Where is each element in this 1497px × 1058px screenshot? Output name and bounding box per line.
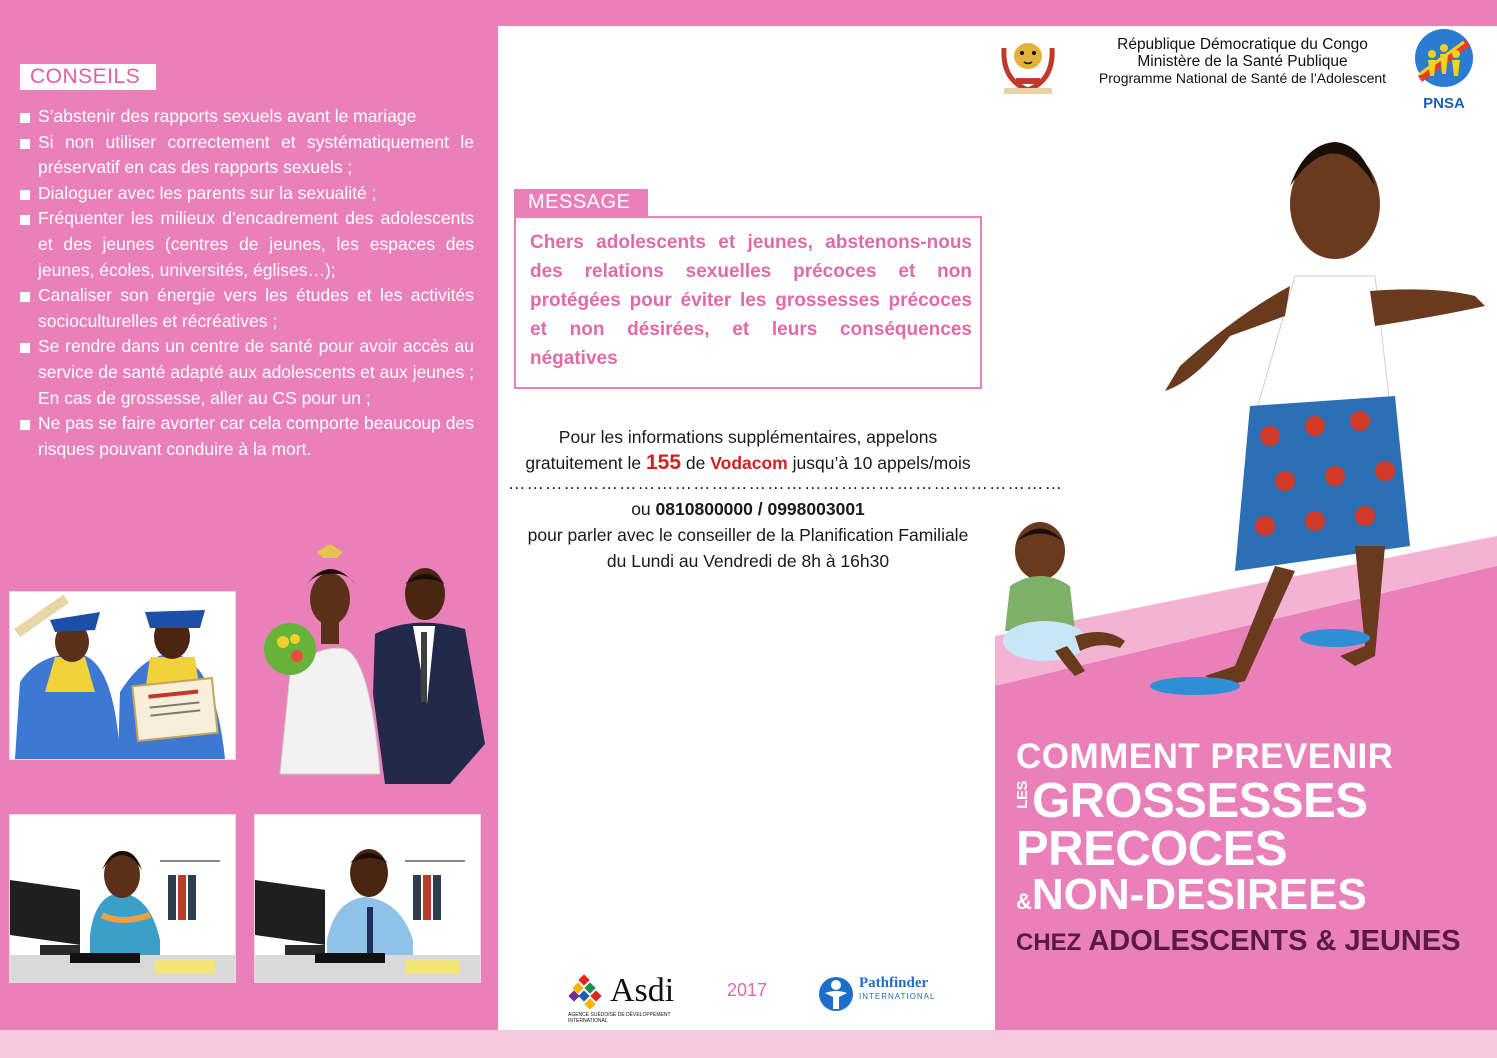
- conseil-item: Se rendre dans un centre de santé pour avoir accès au service de santé adapté aux adolescents et aux jeunes ; En cas de grossesse, aller au CS pour un ;: [18, 334, 474, 411]
- title-line-3: PRECOCES: [1016, 822, 1288, 876]
- message-box: Chers adolescents et jeunes, abstenons-nous des relations sexuelles précoces et non protégées pour éviter les grossesses précoces et non désirées, et leurs conséquences négatives: [514, 216, 982, 389]
- top-band: [0, 0, 1497, 26]
- title-line-1: COMMENT PREVENIR: [1016, 737, 1394, 776]
- year: 2017: [727, 980, 768, 1000]
- operator-name: Vodacom: [710, 453, 788, 473]
- contact-text: jusqu’à 10 appels/mois: [792, 453, 971, 473]
- title-grossesses: GROSSESSES: [1032, 774, 1368, 828]
- asdi-name: Asdi: [610, 972, 675, 1009]
- woman-office-illustration: [9, 814, 236, 983]
- contact-line-3: pour parler avec le conseiller de la Planification Familiale: [527, 525, 969, 545]
- contact-line-4: du Lundi au Vendredi de 8h à 16h30: [606, 551, 890, 571]
- conseil-item: Si non utiliser correctement et systématiquement le préservatif en cas des rapports sexuels ;: [18, 130, 474, 181]
- message-heading: MESSAGE: [514, 189, 648, 216]
- title-chez: CHEZ: [1016, 929, 1082, 956]
- conseils-heading: CONSEILS: [20, 64, 156, 90]
- cover-title: [1016, 737, 1486, 960]
- contact-info: [508, 424, 1063, 574]
- contact-line-1: [508, 424, 988, 476]
- graduates-illustration: [9, 591, 236, 760]
- contact-text: ou: [631, 499, 651, 519]
- title-audience: ADOLESCENTS & JEUNES: [1088, 925, 1461, 957]
- conseil-item: Fréquenter les milieux d’encadrement des adolescents et des jeunes (centres de jeunes, les espaces des jeunes, écoles, universités, églises…);: [18, 206, 474, 283]
- wedding-illustration: [255, 544, 495, 784]
- contact-text: de: [685, 453, 706, 473]
- conseil-item: S’abstenir des rapports sexuels avant le mariage: [18, 104, 474, 130]
- man-office-illustration: [254, 814, 481, 983]
- country-name: République Démocratique du Congo: [1117, 36, 1368, 53]
- programme-name: Programme National de Santé de l’Adolescent: [1098, 70, 1387, 86]
- phone-numbers: 0810800000 / 0998003001: [655, 499, 865, 519]
- drc-coat-of-arms-logo: [996, 30, 1060, 98]
- title-line-5: [1016, 924, 1486, 960]
- bottom-band: [0, 1030, 1497, 1058]
- dotted-separator: ………………………………………………………………………………: [508, 473, 1063, 493]
- title-les: LES: [1014, 781, 1031, 809]
- conseils-panel: [0, 26, 498, 1030]
- conseil-item: Ne pas se faire avorter car cela comporte beaucoup des risques pouvant conduire à la mort.: [18, 411, 474, 462]
- pnsa-logo: [1410, 28, 1478, 110]
- asdi-logo: [566, 972, 682, 1029]
- hotline-number: 155: [646, 451, 682, 474]
- conseil-item: Dialoguer avec les parents sur la sexualité ;: [18, 181, 474, 207]
- title-line-4: [1016, 870, 1486, 924]
- pnsa-label: PNSA: [1423, 95, 1465, 112]
- ministry-name: Ministère de la Santé Publique: [1137, 53, 1348, 70]
- title-line-2: [1014, 774, 1486, 828]
- pathfinder-subtitle: INTERNATIONAL: [859, 992, 936, 1001]
- conseil-item: Canaliser son énergie vers les études et les activités socioculturelles et récréatives ;: [18, 283, 474, 334]
- conseils-list: [18, 104, 474, 462]
- header-text: [1080, 36, 1405, 87]
- title-non-desirees: NON-DESIREES: [1031, 870, 1367, 919]
- title-amp: &: [1016, 889, 1032, 914]
- contact-text: Pour les informations supplémentaires, appelons gratuitement le: [525, 427, 938, 473]
- contact-line-2: [508, 496, 988, 522]
- pathfinder-name: Pathfinder: [859, 975, 929, 991]
- pathfinder-logo: [817, 975, 936, 1018]
- asdi-subtitle: AGENCE SUÉDOISE DE DÉVELOPPEMENT INTERNATIONAL: [568, 1012, 671, 1024]
